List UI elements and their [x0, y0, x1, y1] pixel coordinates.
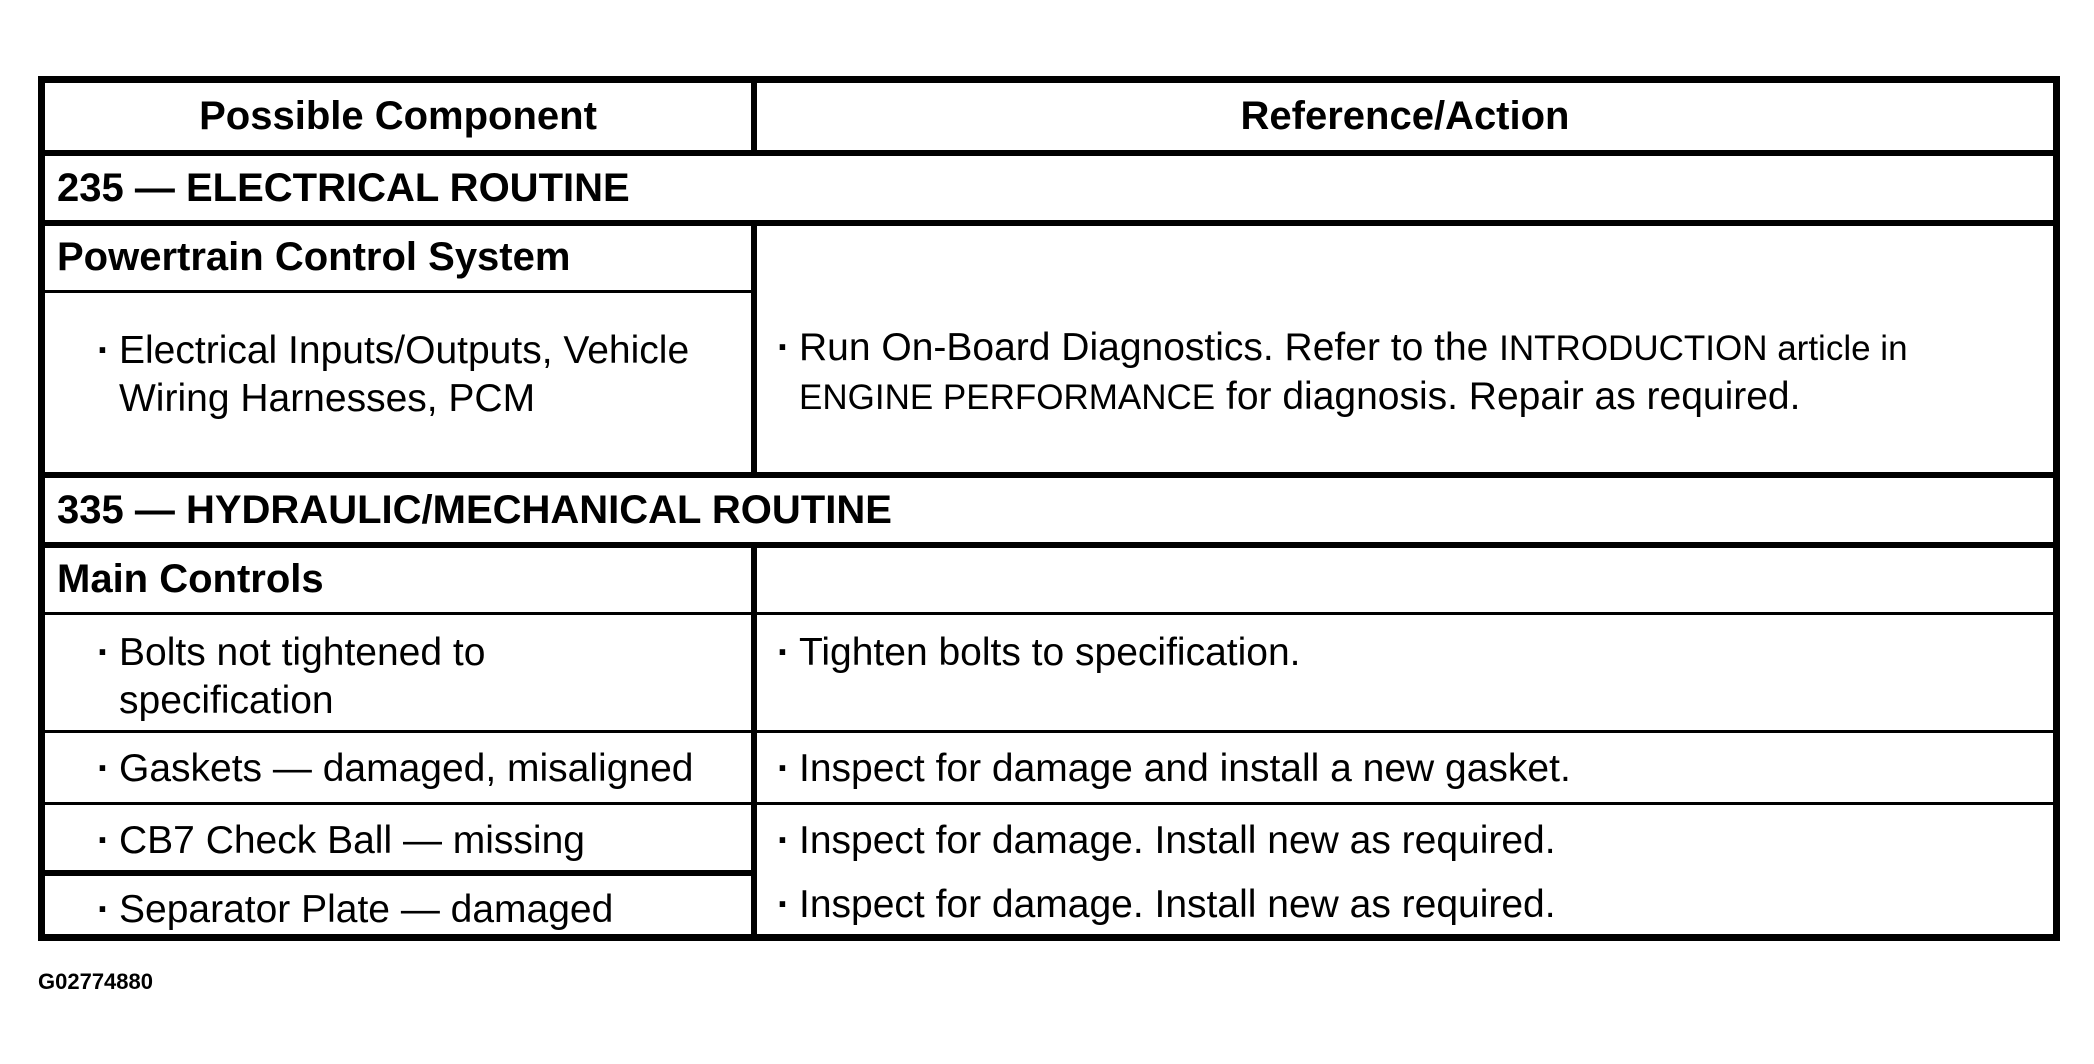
- figure-id: G02774880: [38, 969, 153, 994]
- action-cell-gaskets: · Inspect for damage and install a new gasket.: [754, 731, 2053, 803]
- bullet-icon: ·: [97, 328, 110, 372]
- header-reference-action: Reference/Action: [754, 83, 2053, 153]
- table-header-row: [45, 83, 2053, 153]
- diagnostic-table: [45, 83, 2053, 934]
- bullet-icon: ·: [97, 888, 110, 931]
- bullet-icon: ·: [777, 326, 790, 369]
- component-cell-electrical: [45, 291, 754, 475]
- bullet-icon: ·: [777, 630, 790, 674]
- component-electrical-line1: Electrical Inputs/Outputs, Vehicle: [119, 328, 690, 372]
- component-electrical-line2: Wiring Harnesses, PCM: [119, 376, 536, 420]
- group-row-powertrain: [45, 223, 2053, 291]
- table-row: [45, 803, 2053, 873]
- action-cell-bolts: · Tighten bolts to specification.: [754, 613, 2053, 731]
- table-row: [45, 613, 2053, 731]
- group-row-main-controls: [45, 545, 2053, 613]
- bullet-icon: ·: [97, 818, 110, 862]
- component-cell-separator-plate: · Separator Plate — damaged: [45, 873, 754, 934]
- component-cell-check-ball: · CB7 Check Ball — missing: [45, 803, 754, 873]
- bullet-icon: ·: [97, 630, 110, 674]
- section-row-electrical: [45, 153, 2053, 223]
- component-cell-gaskets: · Gaskets — damaged, misaligned: [45, 731, 754, 803]
- bullet-icon: ·: [777, 883, 790, 926]
- component-cell-bolts: · Bolts not tightened to specification: [45, 613, 754, 731]
- section-row-hydraulic: [45, 475, 2053, 545]
- action-text-electrical: · Run On-Board Diagnostics. Refer to the INTRODUCTION article in ENGINE PERFORMANCE for diagnosis. Repair as required.: [777, 326, 1908, 418]
- section-title-hydraulic: 335 — HYDRAULIC/MECHANICAL ROUTINE: [45, 475, 2053, 545]
- group-title-main-controls: Main Controls: [45, 545, 754, 613]
- bullet-icon: ·: [777, 818, 790, 862]
- action-cell-check-ball: · Inspect for damage. Install new as required.: [754, 803, 2053, 873]
- section-title-electrical: 235 — ELECTRICAL ROUTINE: [45, 153, 2053, 223]
- header-possible-component: Possible Component: [45, 83, 754, 153]
- action-cell-separator-plate: · Inspect for damage. Install new as required.: [754, 873, 2053, 934]
- table-row: [45, 731, 2053, 803]
- component-reference-table: [38, 76, 2060, 941]
- group-title-powertrain: Powertrain Control System: [45, 223, 754, 291]
- action-cell-electrical: [754, 223, 2053, 475]
- group-empty-cell: [754, 545, 2053, 613]
- bullet-icon: ·: [97, 746, 110, 790]
- table-row: [45, 873, 2053, 934]
- bullet-icon: ·: [777, 746, 790, 790]
